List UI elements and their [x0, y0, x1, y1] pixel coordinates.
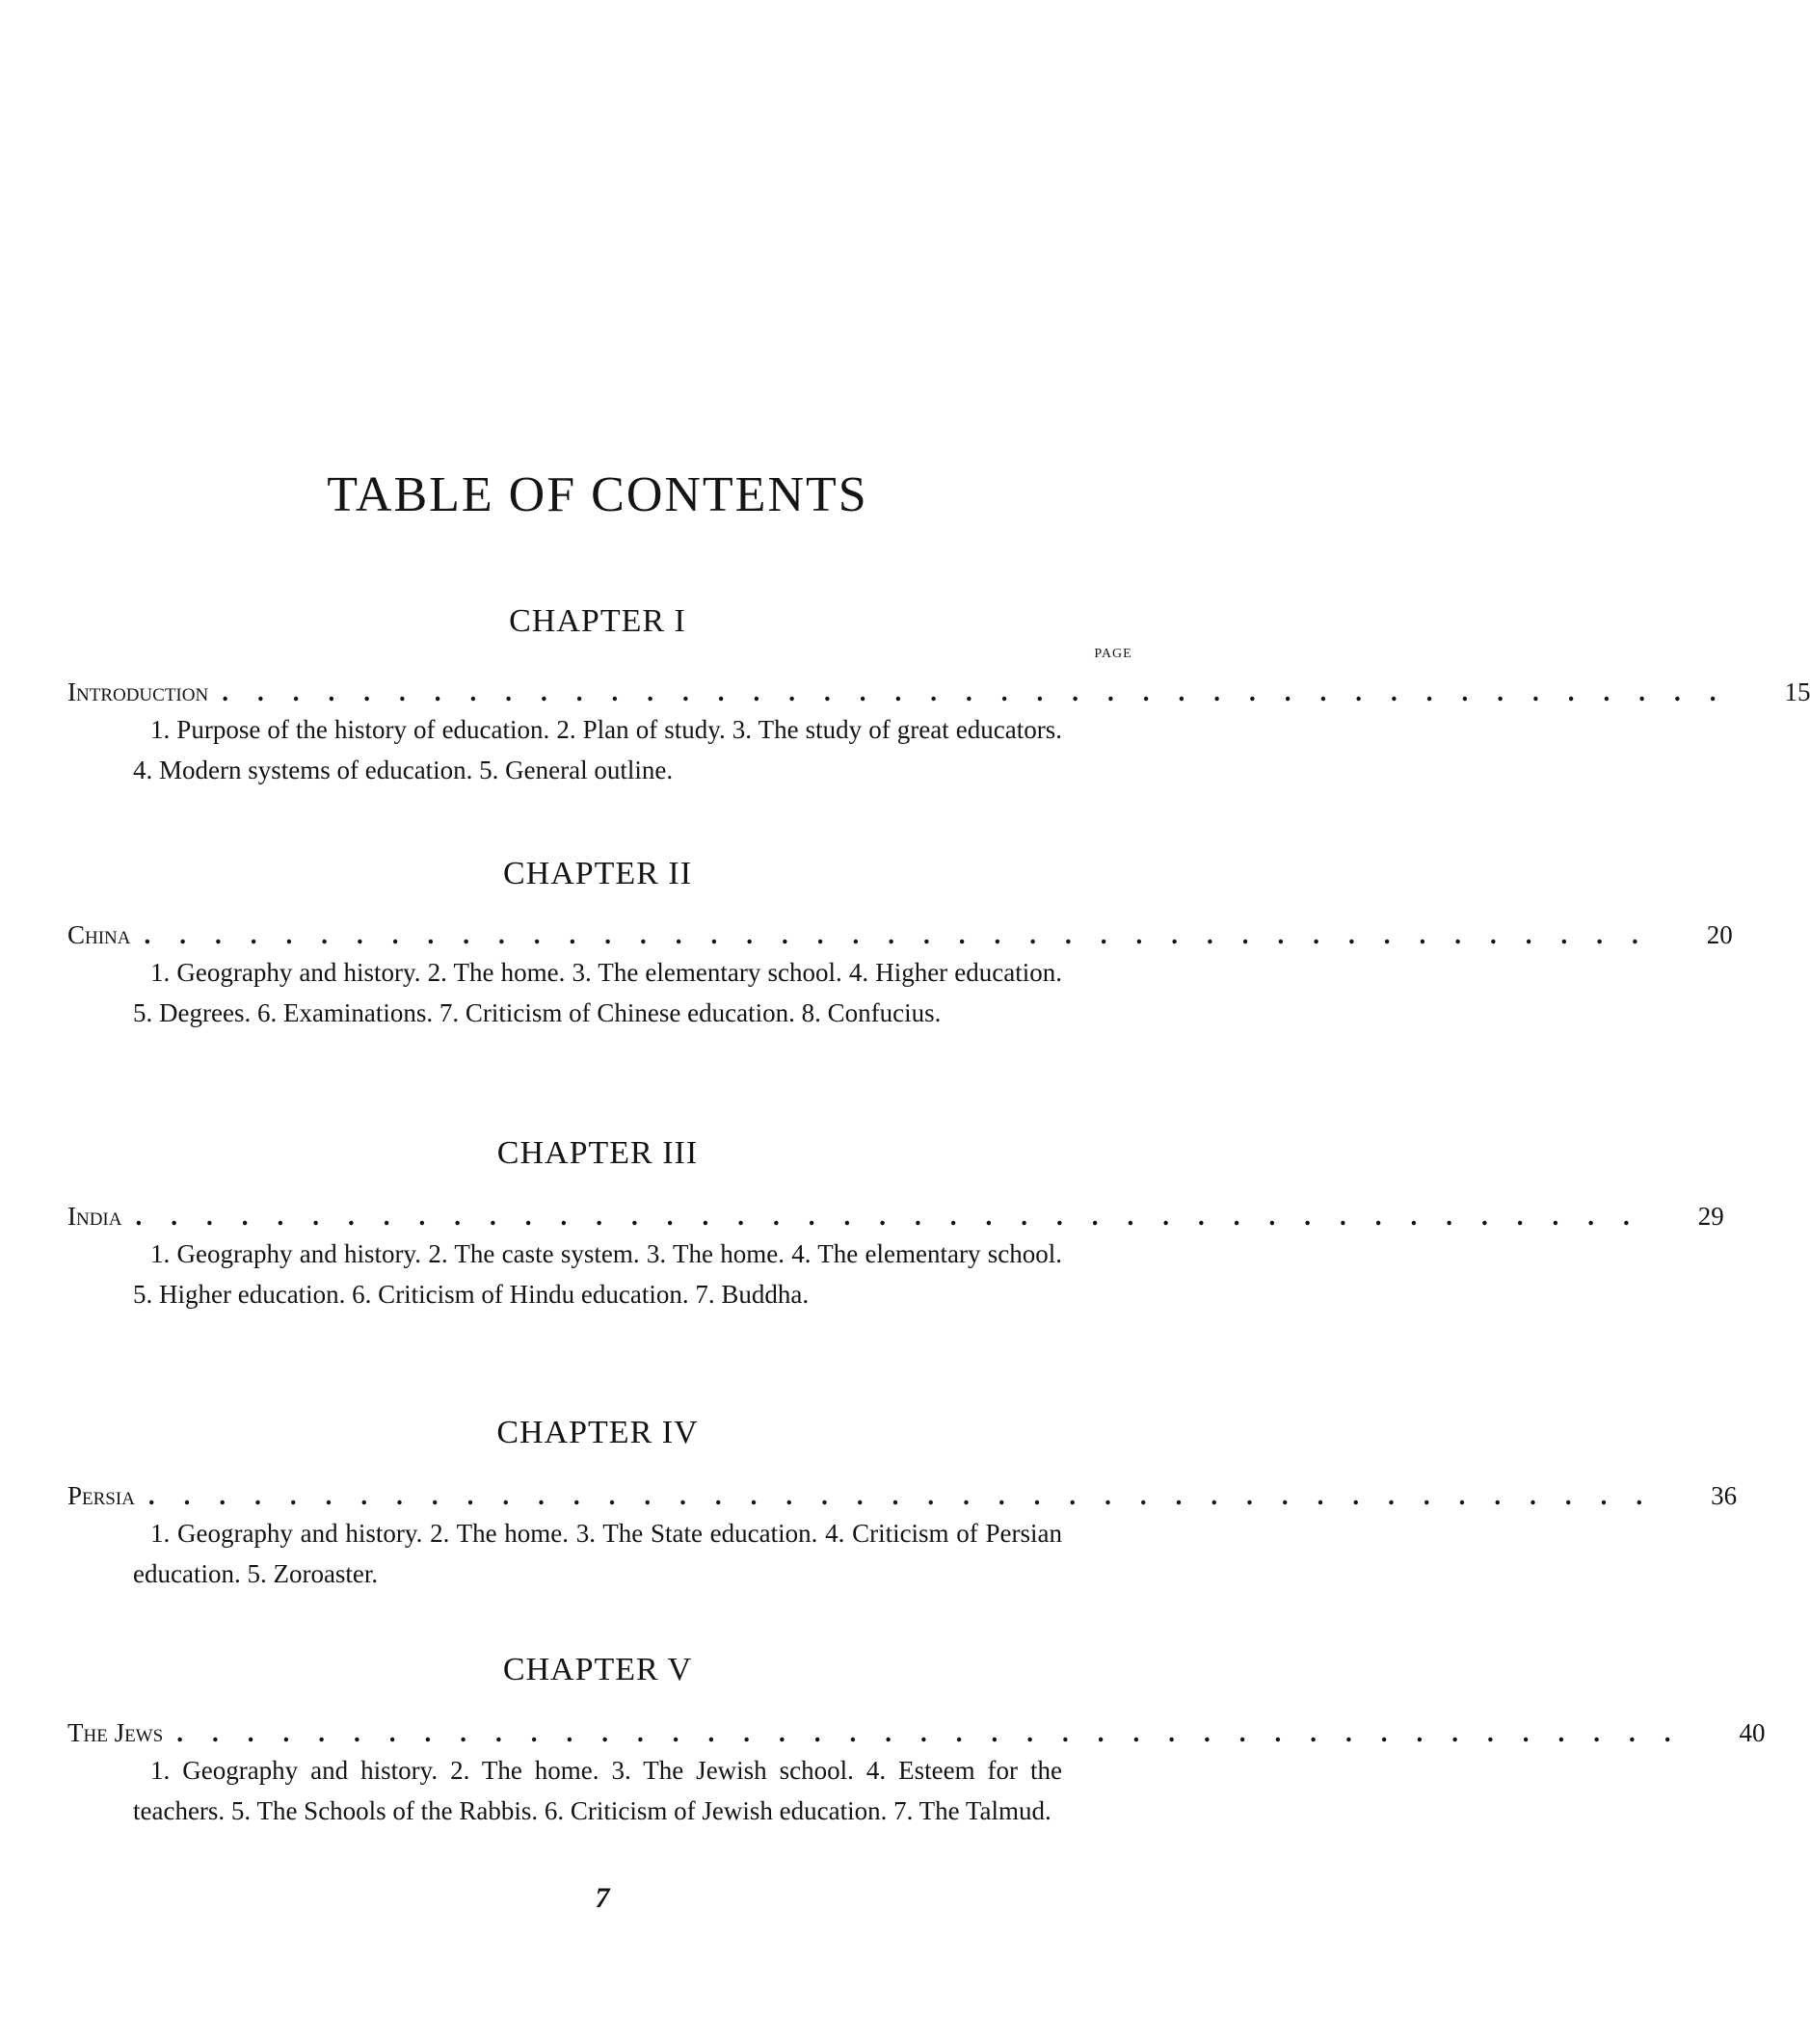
- entry-description: 1. Purpose of the history of education. 2. Plan of study. 3. The study of great educators. 4. Modern systems of education. 5. General outline.: [133, 715, 1062, 784]
- chapter-heading: CHAPTER I: [509, 603, 686, 639]
- toc-entry: [67, 916, 1733, 954]
- entry-name: India: [67, 1202, 122, 1231]
- entry-page-number: 20: [1706, 920, 1733, 949]
- page-title: TABLE OF CONTENTS: [327, 467, 868, 522]
- toc-entry: [67, 673, 1810, 711]
- entry-description: 1. Geography and history. 2. The home. 3. The State education. 4. Criticism of Persian education. 5. Zoroaster.: [133, 1519, 1062, 1588]
- entry-description: 1. Geography and history. 2. The caste system. 3. The home. 4. The elementary school. 5. Higher education. 6. Criticism of Hindu education. 7. Buddha.: [133, 1239, 1062, 1309]
- toc-entry: [67, 1197, 1724, 1235]
- dot-leader: ...........................................: [222, 677, 1745, 706]
- entry-page-number: 29: [1697, 1202, 1724, 1231]
- dot-leader: ...........................................: [135, 1202, 1659, 1231]
- chapter-heading: CHAPTER IV: [496, 1415, 699, 1450]
- toc-entry: [67, 1713, 1766, 1752]
- page-column-label: PAGE: [1094, 647, 1132, 661]
- entry-page-number: 40: [1739, 1718, 1766, 1747]
- entry-description: 1. Geography and history. 2. The home. 3. The elementary school. 4. Higher education. 5. Degrees. 6. Examinations. 7. Criticism of Chinese education. 8. Confucius.: [133, 958, 1062, 1027]
- entry-name: Introduction: [67, 677, 209, 706]
- entry-name: The Jews: [67, 1718, 164, 1747]
- entry-description: 1. Geography and history. 2. The home. 3. The Jewish school. 4. Esteem for the teachers. 5. The Schools of the Rabbis. 6. Criticism of Jewish education. 7. The Talmud.: [133, 1756, 1062, 1825]
- chapter-heading: CHAPTER III: [496, 1135, 699, 1171]
- chapter-heading: CHAPTER V: [502, 1652, 693, 1687]
- entry-name: Persia: [67, 1481, 135, 1510]
- page-number: 7: [595, 1882, 610, 1914]
- chapter-heading: CHAPTER II: [502, 856, 693, 891]
- dot-leader: ...........................................: [176, 1718, 1700, 1747]
- entry-page-number: 15: [1784, 677, 1810, 706]
- toc-entry: [67, 1476, 1738, 1515]
- entry-page-number: 36: [1711, 1481, 1738, 1510]
- dot-leader: ...........................................: [147, 1481, 1672, 1510]
- dot-leader: ...........................................: [144, 920, 1667, 949]
- entry-name: China: [67, 920, 131, 949]
